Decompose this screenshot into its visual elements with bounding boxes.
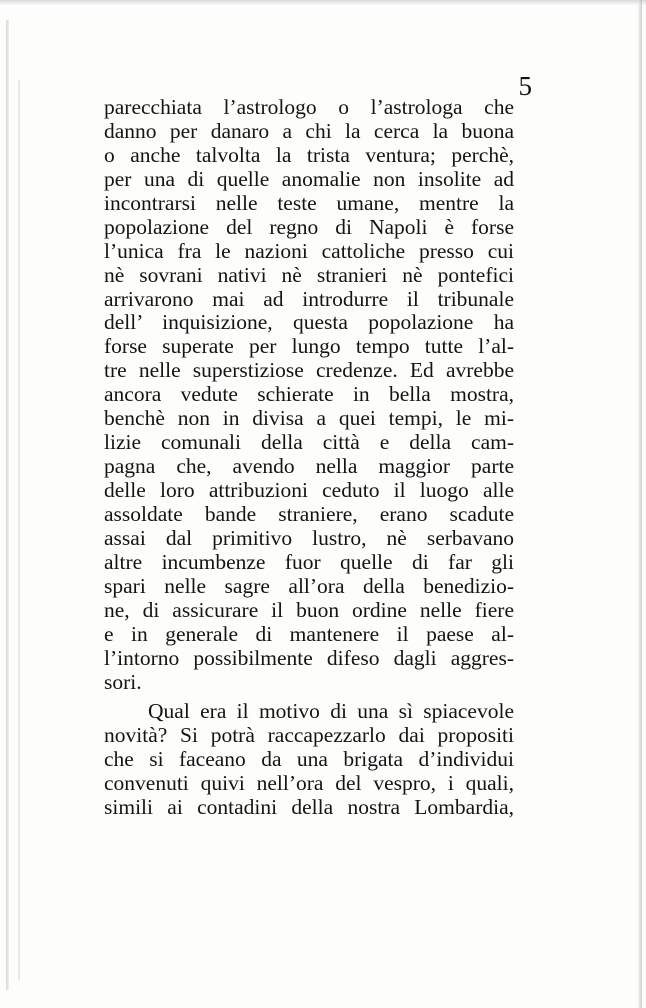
text-line-paragraph-start: Qual era il motivo di una sì spiacevole: [148, 699, 514, 724]
text-line: forse superate per lungo tempo tutte l’al-: [104, 334, 514, 359]
scan-edge-right: [638, 0, 642, 1008]
text-line: ancora vedute schierate in bella mostra,: [104, 382, 514, 407]
text-line: pagna che, avendo nella maggior parte: [104, 454, 514, 479]
text-line: novità? Si potrà raccapezzarlo dai propositi: [104, 723, 514, 748]
text-line-paragraph-end: sori.: [104, 669, 142, 694]
text-line: per una di quelle anomalie non insolite ad: [104, 166, 514, 191]
text-line: ne, di assicurare il buon ordine nelle fiere: [104, 597, 514, 622]
scan-edge-top: [0, 0, 646, 6]
text-line: l’intorno possibilmente difeso dagli aggres-: [104, 645, 514, 670]
text-line: benchè non in divisa a quei tempi, le mi-: [104, 406, 514, 431]
text-line: danno per danaro a chi la cerca la buona: [104, 118, 514, 143]
text-line: popolazione del regno di Napoli è forse: [104, 214, 514, 239]
text-line: dell’ inquisizione, questa popolazione ha: [104, 310, 514, 335]
text-line: simili ai contadini della nostra Lombardia,: [104, 795, 514, 820]
body-text: [104, 96, 514, 820]
text-line: spari nelle sagre all’ora della benedizio-: [104, 573, 514, 598]
text-line: che si faceano da una brigata d’individui: [104, 747, 514, 772]
text-line: nè sovrani nativi nè stranieri nè pontefici: [104, 262, 514, 287]
scan-edge-left-inner: [18, 80, 20, 980]
text-line: assoldate bande straniere, erano scadute: [104, 501, 514, 526]
text-line: parecchiata l’astrologo o l’astrologa che: [104, 95, 514, 119]
text-line: convenuti quivi nell’ora del vespro, i quali,: [104, 771, 514, 796]
text-line: assai dal primitivo lustro, nè serbavano: [104, 525, 514, 550]
page-number: 5: [518, 71, 532, 101]
text-line: tre nelle superstiziose credenze. Ed avrebbe: [104, 358, 514, 383]
text-line: o anche talvolta la trista ventura; perchè,: [104, 142, 514, 167]
scan-edge-left: [6, 20, 9, 990]
text-line: l’unica fra le nazioni cattoliche presso cui: [104, 238, 514, 263]
text-line: arrivarono mai ad introdurre il tribunale: [104, 286, 514, 311]
text-line: e in generale di mantenere il paese al-: [104, 621, 514, 646]
text-line: delle loro attribuzioni ceduto il luogo alle: [104, 478, 514, 502]
text-line: lizie comunali della città e della cam-: [104, 430, 514, 455]
text-line: incontrarsi nelle teste umane, mentre la: [104, 190, 514, 215]
text-line: altre incumbenze fuor quelle di far gli: [104, 549, 514, 574]
